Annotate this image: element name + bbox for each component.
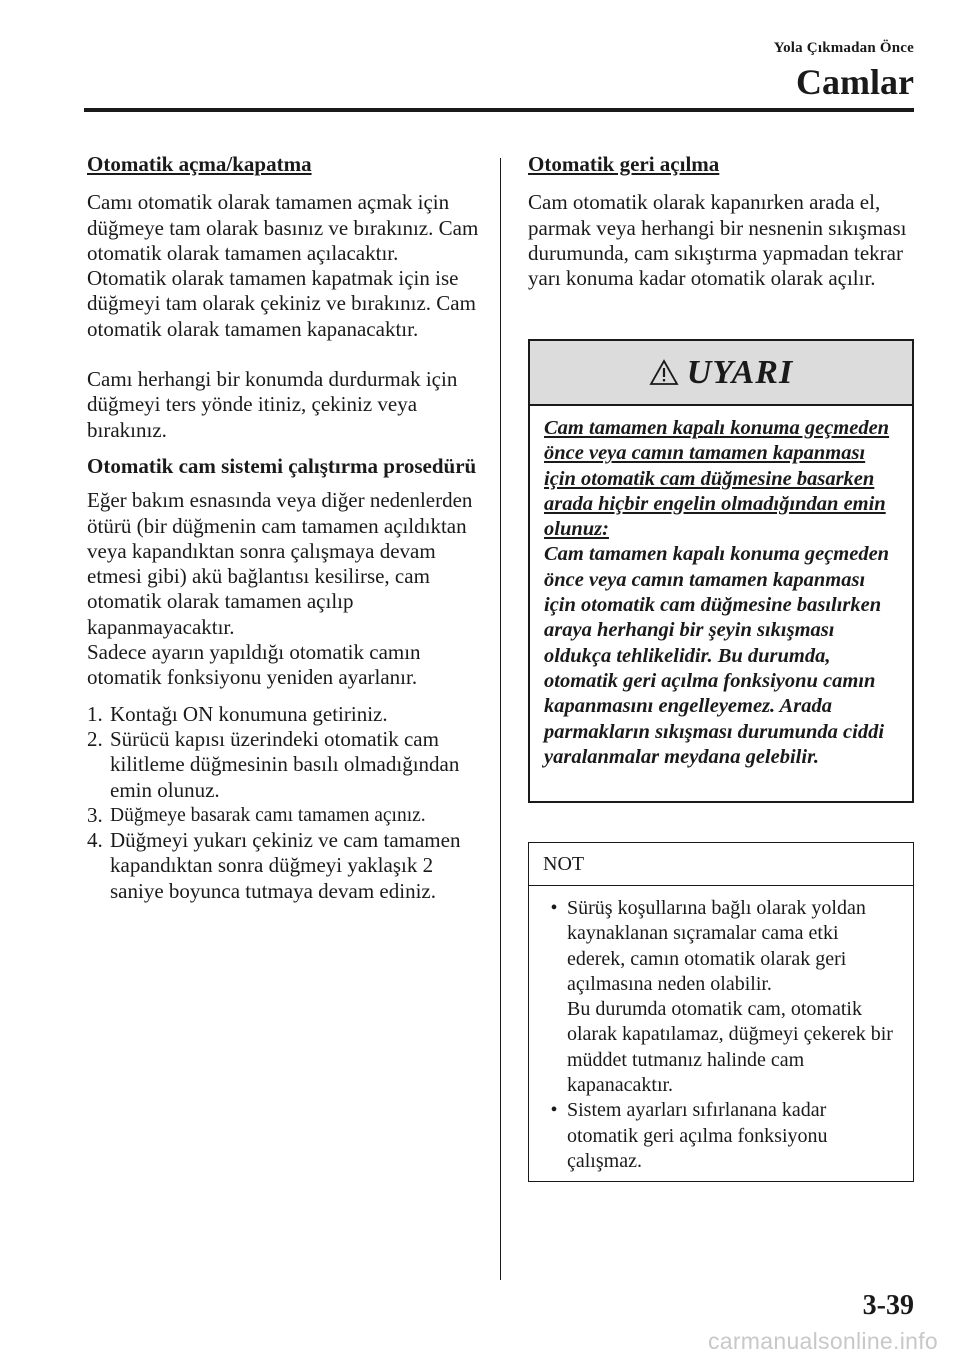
- bullet: •: [550, 1099, 558, 1122]
- page-title: Camlar: [796, 62, 914, 102]
- list-item: 3. Düğmeye basarak camı tamamen açınız.: [87, 802, 426, 827]
- list-item: 4. Düğmeyi yukarı çekiniz ve cam tamamen kapandıktan sonra düğmeyi yaklaşık 2 saniye boyunca tutmaya devam ediniz.: [87, 828, 461, 903]
- paragraph: Camı otomatik olarak tamamen açmak için düğmeye tam olarak basınız ve bırakınız. Cam otomatik olarak tamamen açılacaktır.: [87, 190, 479, 265]
- note-header: NOT: [529, 843, 913, 886]
- left-column: [87, 152, 482, 904]
- section-label: Yola Çıkmadan Önce: [773, 40, 914, 56]
- note-item: [541, 896, 901, 1098]
- paragraph: Eğer bakım esnasında veya diğer nedenlerden ötürü (bir düğmenin cam tamamen açıldıktan veya kapandıktan sonra çalışmaya devam etmesi gibi) akü bağlantısı kesilirse, cam otomatik olarak tamamen açılıp kapanmayacaktır.: [87, 488, 473, 639]
- steps-list: [87, 702, 482, 904]
- header-divider: [84, 108, 914, 112]
- spacer: [87, 353, 482, 367]
- list-item: 1. Kontağı ON konumuna getiriniz.: [87, 701, 388, 726]
- right-column: [528, 152, 914, 302]
- warning-triangle-icon: [649, 359, 679, 386]
- paragraph: Cam otomatik olarak kapanırken arada el, parmak veya herhangi bir nesnenin sıkışması durumunda, cam sıkıştırma yapmadan tekrar yarı konuma kadar otomatik olarak açılır.: [528, 190, 907, 291]
- paragraph: Otomatik olarak tamamen kapatmak için ise düğmeyi tam olarak çekiniz ve bırakınız. Cam otomatik olarak tamamen kapanacaktır.: [87, 266, 476, 341]
- warning-title: UYARI: [686, 353, 794, 391]
- warning-box: [528, 339, 914, 803]
- heading-auto-open-close: Otomatik açma/kapatma: [87, 152, 312, 176]
- warning-underlined-text: Cam tamamen kapalı konuma geçmeden önce veya camın tamamen kapanması için otomatik cam düğmesine basarken arada hiçbir engelin olmadığından emin olunuz:: [544, 417, 890, 541]
- note-box: [528, 842, 914, 1182]
- page-number: 3-39: [862, 1290, 914, 1321]
- note-item: [541, 1098, 901, 1174]
- warning-text: Cam tamamen kapalı konuma geçmeden önce veya camın tamamen kapanması için otomatik cam düğmesine basılırken araya herhangi bir şeyin sıkışması oldukça tehlikelidir. Bu durumda, otomatik geri açılma fonksiyonu camın kapanmasını engelleyemez. Arada parmakların sıkışması durumunda ciddi yaralanmalar meydana gelebilir.: [544, 543, 890, 768]
- list-item: 2. Sürücü kapısı üzerindeki otomatik cam kilitleme düğmesinin basılı olmadığından emin olunuz.: [87, 726, 460, 802]
- warning-body: [530, 406, 912, 770]
- warning-header: [530, 341, 912, 406]
- column-divider: [500, 158, 501, 1280]
- paragraph: Sadece ayarın yapıldığı otomatik camın otomatik fonksiyonu yeniden ayarlanır.: [87, 640, 421, 690]
- bullet: •: [550, 897, 558, 919]
- watermark: carmanualsonline.info: [707, 1328, 938, 1354]
- heading-procedure: Otomatik cam sistemi çalıştırma prosedürü: [87, 453, 477, 478]
- note-body: [529, 886, 913, 1174]
- note-text: Sistem ayarları sıfırlanana kadar otomatik geri açılma fonksiyonu çalışmaz.: [567, 1099, 828, 1172]
- paragraph: Camı herhangi bir konumda durdurmak için düğmeyi ters yönde itiniz, çekiniz veya bırakınız.: [87, 367, 458, 442]
- note-text: Sürüş koşullarına bağlı olarak yoldan kaynaklanan sıçramalar cama etki ederek, camın otomatik olarak geri açılmasına neden olabilir.: [567, 897, 866, 995]
- note-text: Bu durumda otomatik cam, otomatik olarak kapatılamaz, düğmeyi çekerek bir müddet tutmanız halinde cam kapanacaktır.: [567, 998, 893, 1097]
- heading-auto-reverse: Otomatik geri açılma: [528, 152, 720, 176]
